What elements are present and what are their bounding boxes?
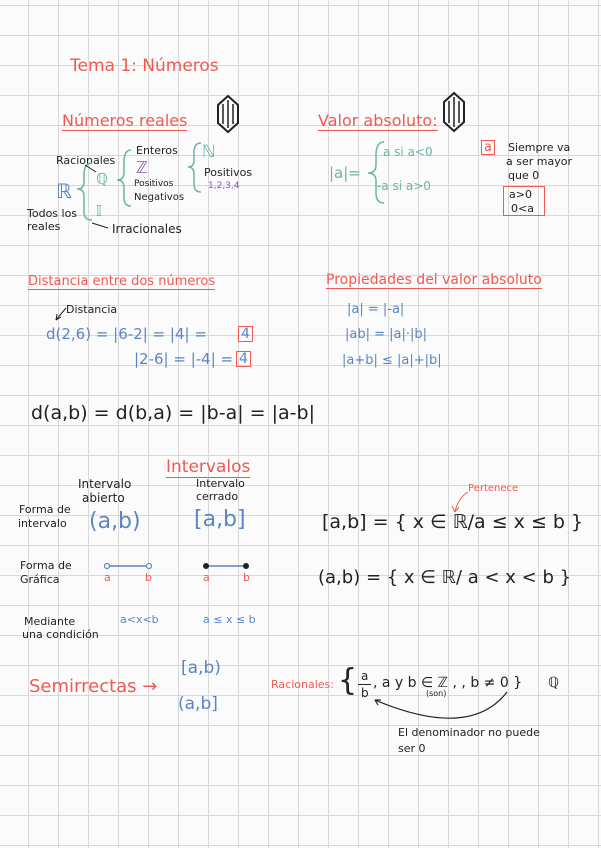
distancia-formula: d(a,b) = d(b,a) = |b-a| = |a-b| [31,402,315,424]
abs-a-box: a [481,140,495,155]
semirrecta-1: [a,b) [181,658,221,678]
semirrectas-heading: Semirrectas → [29,676,158,697]
distancia-label: Distancia [66,303,118,316]
cerrado-label-1: Intervalo [196,477,245,490]
grafica-label-1: Forma de [20,559,72,572]
open-interval-notation: (a,b) [89,509,141,534]
racionales-open-brace: { [338,663,358,698]
racionales-def-label: Racionales: [271,678,334,691]
racionales-def-rest: , a y b ∈ ℤ , , b ≠ 0 } [373,675,523,691]
cerrado-label-2: cerrado [196,490,239,503]
closed-graph-a: a [203,571,210,584]
abierto-label-1: Intervalo [78,477,132,491]
pertenece-label: Pertenece [468,483,519,494]
irrational-set-symbol: 𝕀 [96,202,102,220]
integer-set-symbol: ℤ [136,158,148,177]
semirrecta-2: (a,b] [178,694,218,714]
closed-graph-b: b [243,571,250,584]
abs-case-2: -a si a>0 [377,179,431,193]
abierto-label-2: abierto [82,491,125,505]
fraction-numerator: a [361,669,369,683]
positivos-z-label: Positivos [134,179,174,189]
real-set-symbol: ℝ [56,179,72,203]
irracionales-label: Irracionales [112,222,182,236]
negativos-label: Negativos [134,192,185,203]
mediante-label-1: Mediante [24,615,76,628]
propiedad-1: |a| = |-a| [347,302,405,317]
rational-set-q: ℚ [548,675,560,691]
abs-cond-2: 0<a [511,202,534,215]
natural-set-symbol: ℕ [202,142,216,162]
closed-set-definition: [a,b] = { x ∈ ℝ/a ≤ x ≤ b } [322,511,584,533]
open-graph-b: b [145,571,152,584]
distancia-heading: Distancia entre dos números [28,274,216,289]
distancia-line-1: d(2,6) = |6-2| = |4| = [46,325,207,343]
abs-note-1: Siempre va [508,141,571,154]
open-set-definition: (a,b) = { x ∈ ℝ/ a < x < b } [318,567,572,588]
distancia-line-2-box: 4 [236,351,251,367]
reales-label: reales [27,220,61,233]
open-graph-a: a [104,571,111,584]
todos-los-label: Todos los [27,207,78,220]
distancia-line-2: |2-6| = |-4| = [134,350,234,368]
natural-values: 1,2,3,4 [208,181,240,191]
abs-case-1: a si a<0 [383,145,433,159]
propiedad-2: |ab| = |a|·|b| [345,327,428,342]
reales-heading: Números reales [62,111,188,130]
propiedades-heading: Propiedades del valor absoluto [326,272,542,288]
valor-absoluto-heading: Valor absoluto: [318,111,438,130]
abs-note-3: que 0 [508,169,540,182]
mediante-label-2: una condición [22,628,99,641]
abs-cond-1: a>0 [509,188,532,201]
racionales-label: Racionales [56,154,116,167]
abs-lhs: |a|= [329,164,361,182]
enteros-label: Enteros [136,144,178,157]
distancia-line-1-box: 4 [238,326,253,342]
forma-de-label: Forma de [19,503,71,516]
denominator-note-2: ser 0 [398,742,426,755]
denominator-note-1: El denominador no puede [398,726,540,739]
open-condition: a<x<b [120,613,159,626]
grafica-label-2: Gráfica [20,573,60,586]
positivos-n-label: Positivos [204,166,253,179]
propiedad-3: |a+b| ≤ |a|+|b| [342,353,442,368]
closed-interval-notation: [a,b] [194,507,246,532]
intervalo-label: intervalo [18,517,67,530]
fraction-denominator: b [361,686,369,700]
rational-set-symbol: ℚ [96,170,108,188]
son-label: (son) [426,689,447,698]
page-title: Tema 1: Números [70,56,219,76]
abs-note-2: a ser mayor [506,155,572,168]
closed-condition: a ≤ x ≤ b [203,613,256,626]
intervalos-heading: Intervalos [166,457,251,477]
